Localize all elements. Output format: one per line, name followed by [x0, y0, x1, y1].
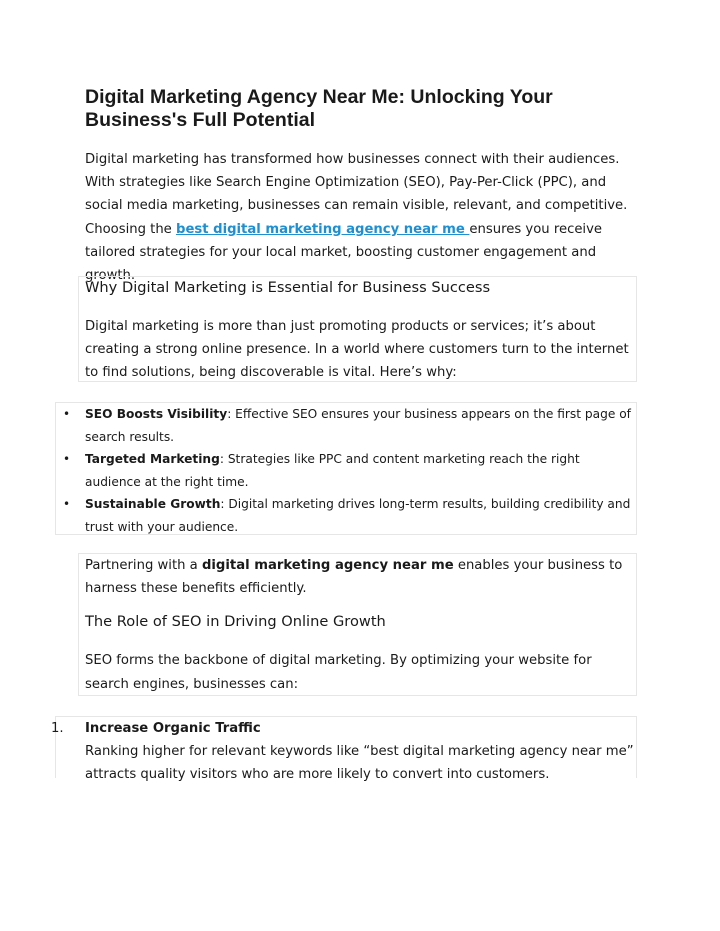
intro-paragraph — [85, 148, 637, 287]
benefit-label: Sustainable Growth — [85, 497, 221, 512]
benefit-text: : Digital marketing drives long-term results, building credibility and trust with your audience. — [85, 497, 631, 534]
list-item — [51, 717, 635, 787]
section-seo-box — [78, 553, 637, 696]
best-agency-link[interactable]: best digital marketing agency near me — [176, 221, 470, 237]
section-why-box — [78, 276, 637, 382]
intro-text-before: Digital marketing has transformed how businesses connect with their audiences. With strategies like Search Engine Optimization (SEO), Pay-Per-Click (PPC), and social media marketing, businesses can remain visible, relevant, and competitive. Choosing the — [85, 152, 628, 237]
partnering-text-after: enables your business to harness these benefits efficiently. — [85, 558, 623, 597]
bullet-marker: • — [63, 497, 71, 512]
partnering-text-before: Partnering with a — [85, 558, 202, 573]
benefit-text: : Effective SEO ensures your business appears on the first page of search results. — [85, 407, 631, 444]
benefits-list-box — [55, 402, 637, 535]
section-seo-heading: The Role of SEO in Driving Online Growth — [85, 613, 386, 631]
seo-item-title: Increase Organic Traffic — [85, 721, 261, 736]
benefits-list — [63, 403, 635, 539]
section-seo-paragraph: SEO forms the backbone of digital marketing. By optimizing your website for search engines, businesses can: — [85, 653, 592, 692]
section-why-heading: Why Digital Marketing is Essential for Business Success — [85, 279, 491, 296]
seo-benefits-list-box — [51, 716, 637, 783]
list-item — [63, 493, 635, 538]
partnering-keyword: digital marketing agency near me — [201, 558, 454, 573]
section-why-paragraph: Digital marketing is more than just promoting products or services; it’s about creating a strong online presence. In a world where customers turn to the internet to find solutions, being discoverable is vital. Here’s why: — [85, 319, 629, 381]
list-item — [63, 403, 635, 448]
bullet-marker: • — [63, 407, 71, 421]
seo-item-text: Ranking higher for relevant keywords like “best digital marketing agency near me” attracts quality visitors who are more likely to convert into customers. — [85, 744, 634, 783]
seo-benefits-list — [51, 717, 635, 787]
list-item — [63, 448, 635, 493]
page-title: Digital Marketing Agency Near Me: Unlocking Your Business's Full Potential — [85, 86, 553, 131]
partnering-paragraph — [85, 554, 633, 600]
bullet-marker: • — [63, 452, 71, 467]
intro-text-after: ensures you receive tailored strategies for your local market, boosting customer engagement and growth. — [85, 221, 603, 284]
benefit-label: SEO Boosts Visibility — [85, 407, 228, 421]
benefit-text: : Strategies like PPC and content marketing reach the right audience at the right time. — [85, 452, 580, 489]
benefit-label: Targeted Marketing — [85, 452, 220, 467]
list-number: 1. — [51, 721, 64, 736]
